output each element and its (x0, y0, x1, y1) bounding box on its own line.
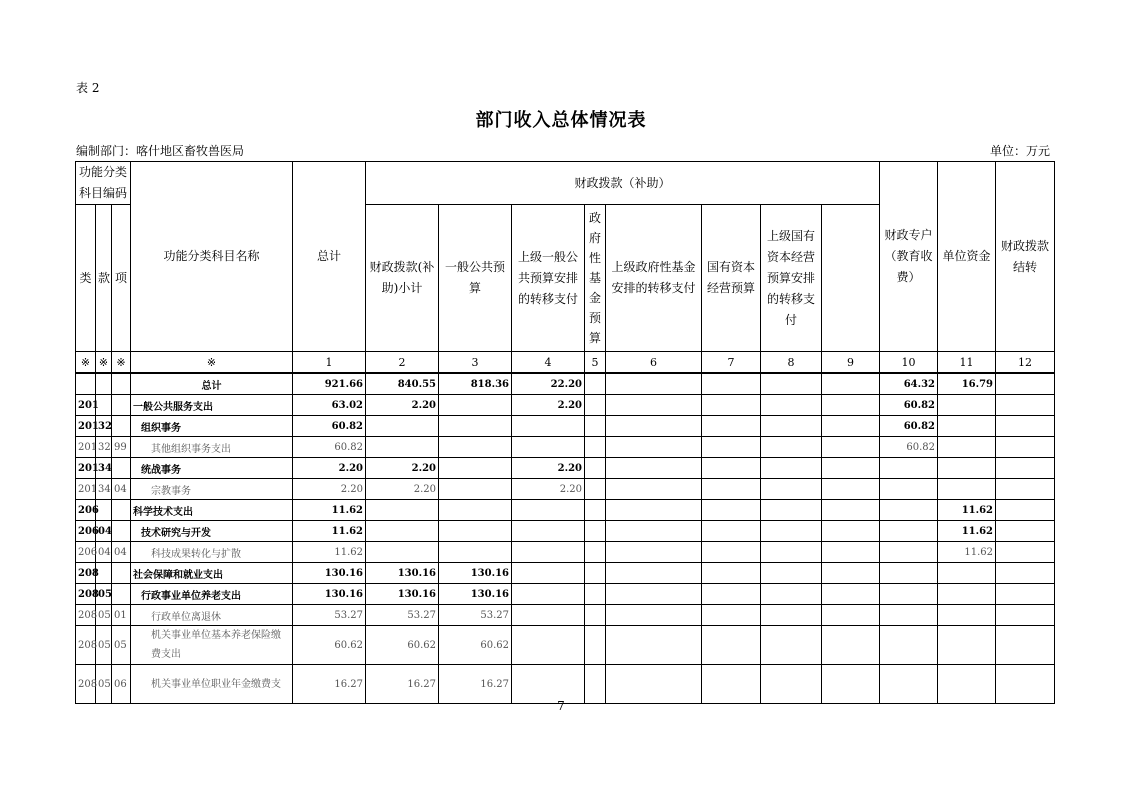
header-fiscal-group: 财政拨款（补助） (366, 162, 880, 205)
cell-value (996, 605, 1055, 626)
cell-xiang (112, 458, 131, 479)
cell-value (439, 542, 512, 563)
cell-value (606, 542, 702, 563)
cell-value (761, 542, 822, 563)
cell-value: 60.82 (293, 416, 366, 437)
cell-value (880, 665, 938, 704)
cell-name: 其他组织事务支出 (131, 437, 293, 458)
cell-value (585, 605, 606, 626)
cell-value: 11.62 (938, 500, 996, 521)
cell-value (702, 665, 761, 704)
cell-value (606, 605, 702, 626)
cell-value: 2.20 (366, 395, 439, 416)
header-fiscal-special: 财政专户（教育收费） (880, 162, 938, 352)
cell-value (585, 373, 606, 395)
cell-value (512, 437, 585, 458)
cell-value (880, 563, 938, 584)
cell-name: 机关事业单位职业年金缴费支 (131, 665, 293, 704)
cell-value (606, 665, 702, 704)
cell-value (585, 395, 606, 416)
table-row (76, 665, 1055, 704)
cell-value (702, 395, 761, 416)
cell-value (761, 479, 822, 500)
cell-value (702, 563, 761, 584)
table-row (76, 605, 1055, 626)
cell-value (761, 437, 822, 458)
cell-lei (76, 373, 96, 395)
header-lei: 类 (76, 205, 96, 352)
cell-name: 机关事业单位基本养老保险缴费支出 (131, 626, 293, 665)
cell-value (761, 626, 822, 665)
cell-value (761, 584, 822, 605)
cell-value (996, 521, 1055, 542)
cell-value: 22.20 (512, 373, 585, 395)
cell-value: 11.62 (293, 521, 366, 542)
cell-value (702, 416, 761, 437)
cell-kuan: 05 (96, 626, 112, 665)
cell-value (938, 416, 996, 437)
cell-value (606, 500, 702, 521)
cell-value: 2.20 (366, 458, 439, 479)
cell-xiang (112, 395, 131, 416)
cell-lei: 208 (76, 584, 96, 605)
cell-xiang: 04 (112, 542, 131, 563)
cell-value (880, 605, 938, 626)
cell-value (761, 563, 822, 584)
cell-xiang (112, 500, 131, 521)
cell-value (366, 437, 439, 458)
cell-name: 社会保障和就业支出 (131, 563, 293, 584)
cell-value (439, 437, 512, 458)
cell-value (512, 605, 585, 626)
cell-value (606, 416, 702, 437)
cell-value (761, 665, 822, 704)
cell-value (938, 563, 996, 584)
cell-value (585, 542, 606, 563)
cell-xiang: 05 (112, 626, 131, 665)
cell-xiang (112, 521, 131, 542)
table-row (76, 437, 1055, 458)
cell-xiang: 04 (112, 479, 131, 500)
cell-value (880, 626, 938, 665)
cell-value (606, 479, 702, 500)
header-code-group: 功能分类科目编码 (76, 162, 131, 205)
cell-value (822, 395, 880, 416)
cell-value (585, 626, 606, 665)
cell-lei: 201 (76, 395, 96, 416)
cell-lei: 201 (76, 416, 96, 437)
cell-name: 一般公共服务支出 (131, 395, 293, 416)
cell-value: 60.62 (439, 626, 512, 665)
cell-xiang: 06 (112, 665, 131, 704)
header-name: 功能分类科目名称 (131, 162, 293, 352)
page-number: 7 (557, 699, 565, 713)
cell-value: 130.16 (439, 563, 512, 584)
cell-value: 60.82 (880, 416, 938, 437)
cell-value: 130.16 (293, 584, 366, 605)
cell-value (439, 500, 512, 521)
cell-value (702, 437, 761, 458)
cell-lei: 208 (76, 605, 96, 626)
table-row (76, 395, 1055, 416)
cell-value (702, 373, 761, 395)
cell-value (512, 626, 585, 665)
cell-value (996, 395, 1055, 416)
cell-name: 行政单位离退休 (131, 605, 293, 626)
table-row (76, 373, 1055, 395)
cell-value: 818.36 (439, 373, 512, 395)
cell-value (996, 563, 1055, 584)
cell-value (880, 458, 938, 479)
cell-value (822, 458, 880, 479)
department-label: 编制部门：喀什地区畜牧兽医局 (76, 144, 245, 158)
cell-name: 统战事务 (131, 458, 293, 479)
cell-kuan: 34 (96, 458, 112, 479)
cell-value (822, 665, 880, 704)
cell-kuan: 05 (96, 584, 112, 605)
cell-value: 11.62 (293, 500, 366, 521)
cell-value (761, 395, 822, 416)
cell-value: 60.62 (293, 626, 366, 665)
cell-kuan: 32 (96, 437, 112, 458)
cell-lei: 206 (76, 500, 96, 521)
cell-value (822, 416, 880, 437)
cell-value (761, 500, 822, 521)
cell-lei: 201 (76, 437, 96, 458)
header-total: 总计 (293, 162, 366, 352)
cell-value (880, 521, 938, 542)
cell-lei: 206 (76, 542, 96, 563)
cell-value: 16.27 (293, 665, 366, 704)
header-fiscal-carry: 财政拨款结转 (996, 162, 1055, 352)
cell-value: 64.32 (880, 373, 938, 395)
cell-value (606, 626, 702, 665)
cell-value (761, 521, 822, 542)
cell-value: 60.82 (880, 395, 938, 416)
cell-value: 840.55 (366, 373, 439, 395)
cell-value (585, 416, 606, 437)
header-kuan: 款 (96, 205, 112, 352)
cell-value (585, 458, 606, 479)
cell-name: 科学技术支出 (131, 500, 293, 521)
cell-value (702, 458, 761, 479)
cell-value (585, 665, 606, 704)
cell-value (585, 584, 606, 605)
cell-name: 科技成果转化与扩散 (131, 542, 293, 563)
cell-kuan: 05 (96, 665, 112, 704)
cell-value (606, 395, 702, 416)
cell-lei: 208 (76, 626, 96, 665)
cell-value (938, 437, 996, 458)
cell-name: 技术研究与开发 (131, 521, 293, 542)
cell-value: 2.20 (366, 479, 439, 500)
cell-value (585, 479, 606, 500)
cell-kuan: 34 (96, 479, 112, 500)
cell-value (606, 584, 702, 605)
table-row (76, 584, 1055, 605)
cell-xiang (112, 563, 131, 584)
cell-value (702, 626, 761, 665)
cell-value: 53.27 (366, 605, 439, 626)
cell-value (606, 458, 702, 479)
cell-value (606, 437, 702, 458)
index-row: ※ ※ ※ ※ 1 2 3 4 5 6 7 8 9 10 11 12 (76, 352, 1055, 374)
table-row (76, 521, 1055, 542)
cell-value (439, 416, 512, 437)
cell-value: 921.66 (293, 373, 366, 395)
cell-value (996, 373, 1055, 395)
cell-value: 53.27 (293, 605, 366, 626)
cell-value (880, 542, 938, 563)
cell-value (996, 542, 1055, 563)
cell-value (822, 500, 880, 521)
cell-value: 2.20 (512, 479, 585, 500)
cell-kuan (96, 373, 112, 395)
cell-value (702, 542, 761, 563)
cell-value (512, 416, 585, 437)
header-upper-state-capital-transfer: 上级国有资本经营预算安排的转移支付 (761, 205, 822, 352)
cell-lei: 208 (76, 563, 96, 584)
table-row (76, 626, 1055, 665)
cell-value (822, 584, 880, 605)
cell-value (822, 626, 880, 665)
cell-value: 11.62 (293, 542, 366, 563)
cell-value (996, 584, 1055, 605)
cell-name: 行政事业单位养老支出 (131, 584, 293, 605)
cell-value (880, 500, 938, 521)
cell-value (761, 416, 822, 437)
table-row (76, 500, 1055, 521)
cell-value (512, 542, 585, 563)
cell-value (938, 626, 996, 665)
cell-value (439, 395, 512, 416)
header-xiang: 项 (112, 205, 131, 352)
cell-value (822, 437, 880, 458)
header-gov-fund: 政府性基金预算 (585, 205, 606, 352)
cell-value: 130.16 (439, 584, 512, 605)
cell-value: 130.16 (366, 584, 439, 605)
cell-value: 130.16 (293, 563, 366, 584)
cell-value (702, 521, 761, 542)
cell-value: 60.82 (293, 437, 366, 458)
cell-value (702, 605, 761, 626)
cell-value: 16.27 (439, 665, 512, 704)
cell-value (606, 521, 702, 542)
table-label: 表 2 (76, 81, 100, 95)
cell-kuan: 05 (96, 605, 112, 626)
cell-xiang (112, 584, 131, 605)
cell-value (822, 605, 880, 626)
cell-value (439, 479, 512, 500)
cell-value (585, 563, 606, 584)
cell-value (938, 605, 996, 626)
cell-value: 60.82 (880, 437, 938, 458)
table-row (76, 563, 1055, 584)
cell-value (512, 563, 585, 584)
cell-lei: 201 (76, 458, 96, 479)
cell-value (880, 479, 938, 500)
cell-value (996, 500, 1055, 521)
cell-value (702, 500, 761, 521)
page-title: 部门收入总体情况表 (475, 110, 647, 131)
cell-lei: 208 (76, 665, 96, 704)
cell-value: 2.20 (293, 458, 366, 479)
cell-value (512, 584, 585, 605)
cell-value (366, 542, 439, 563)
cell-value: 2.20 (512, 395, 585, 416)
cell-value (822, 542, 880, 563)
cell-value (606, 563, 702, 584)
cell-value (761, 458, 822, 479)
cell-value (606, 373, 702, 395)
cell-kuan: 32 (96, 416, 112, 437)
cell-value (996, 458, 1055, 479)
cell-value (439, 521, 512, 542)
cell-value: 2.20 (293, 479, 366, 500)
cell-xiang (112, 373, 131, 395)
cell-value (938, 395, 996, 416)
cell-value (938, 584, 996, 605)
header-state-capital: 国有资本经营预算 (702, 205, 761, 352)
cell-value (512, 500, 585, 521)
cell-name: 宗教事务 (131, 479, 293, 500)
header-fiscal-subtotal: 财政拨款(补助)小计 (366, 205, 439, 352)
cell-value (366, 416, 439, 437)
cell-value (702, 479, 761, 500)
cell-value: 130.16 (366, 563, 439, 584)
cell-value (761, 605, 822, 626)
cell-value (996, 665, 1055, 704)
cell-value (938, 458, 996, 479)
cell-value (702, 584, 761, 605)
table-row (76, 416, 1055, 437)
header-unit-funds: 单位资金 (938, 162, 996, 352)
cell-value (880, 584, 938, 605)
cell-value: 11.62 (938, 542, 996, 563)
cell-kuan: 04 (96, 521, 112, 542)
header-upper-gov-fund-transfer: 上级政府性基金安排的转移支付 (606, 205, 702, 352)
cell-value (585, 521, 606, 542)
header-upper-general-transfer: 上级一般公共预算安排的转移支付 (512, 205, 585, 352)
table-row (76, 458, 1055, 479)
cell-value: 2.20 (512, 458, 585, 479)
cell-value: 16.27 (366, 665, 439, 704)
cell-value (366, 521, 439, 542)
cell-value (439, 458, 512, 479)
table-row (76, 479, 1055, 500)
cell-value (585, 437, 606, 458)
cell-name: 总计 (131, 373, 293, 395)
cell-value (996, 479, 1055, 500)
cell-value (996, 416, 1055, 437)
cell-value (822, 373, 880, 395)
header-general-budget: 一般公共预算 (439, 205, 512, 352)
table-row (76, 542, 1055, 563)
cell-lei: 206 (76, 521, 96, 542)
cell-value (938, 479, 996, 500)
cell-name: 组织事务 (131, 416, 293, 437)
cell-value (996, 437, 1055, 458)
income-table (75, 161, 1055, 704)
cell-value: 11.62 (938, 521, 996, 542)
unit-label: 单位：万元 (989, 144, 1050, 158)
cell-value (366, 500, 439, 521)
cell-value: 53.27 (439, 605, 512, 626)
cell-value (585, 500, 606, 521)
cell-kuan: 04 (96, 542, 112, 563)
cell-xiang: 99 (112, 437, 131, 458)
cell-lei: 201 (76, 479, 96, 500)
cell-xiang: 01 (112, 605, 131, 626)
cell-value (938, 665, 996, 704)
cell-value (822, 479, 880, 500)
cell-value: 60.62 (366, 626, 439, 665)
cell-value: 63.02 (293, 395, 366, 416)
cell-value (512, 521, 585, 542)
cell-xiang (112, 416, 131, 437)
cell-value (761, 373, 822, 395)
cell-value (822, 521, 880, 542)
cell-value (822, 563, 880, 584)
cell-value (512, 665, 585, 704)
cell-value (996, 626, 1055, 665)
cell-value: 16.79 (938, 373, 996, 395)
